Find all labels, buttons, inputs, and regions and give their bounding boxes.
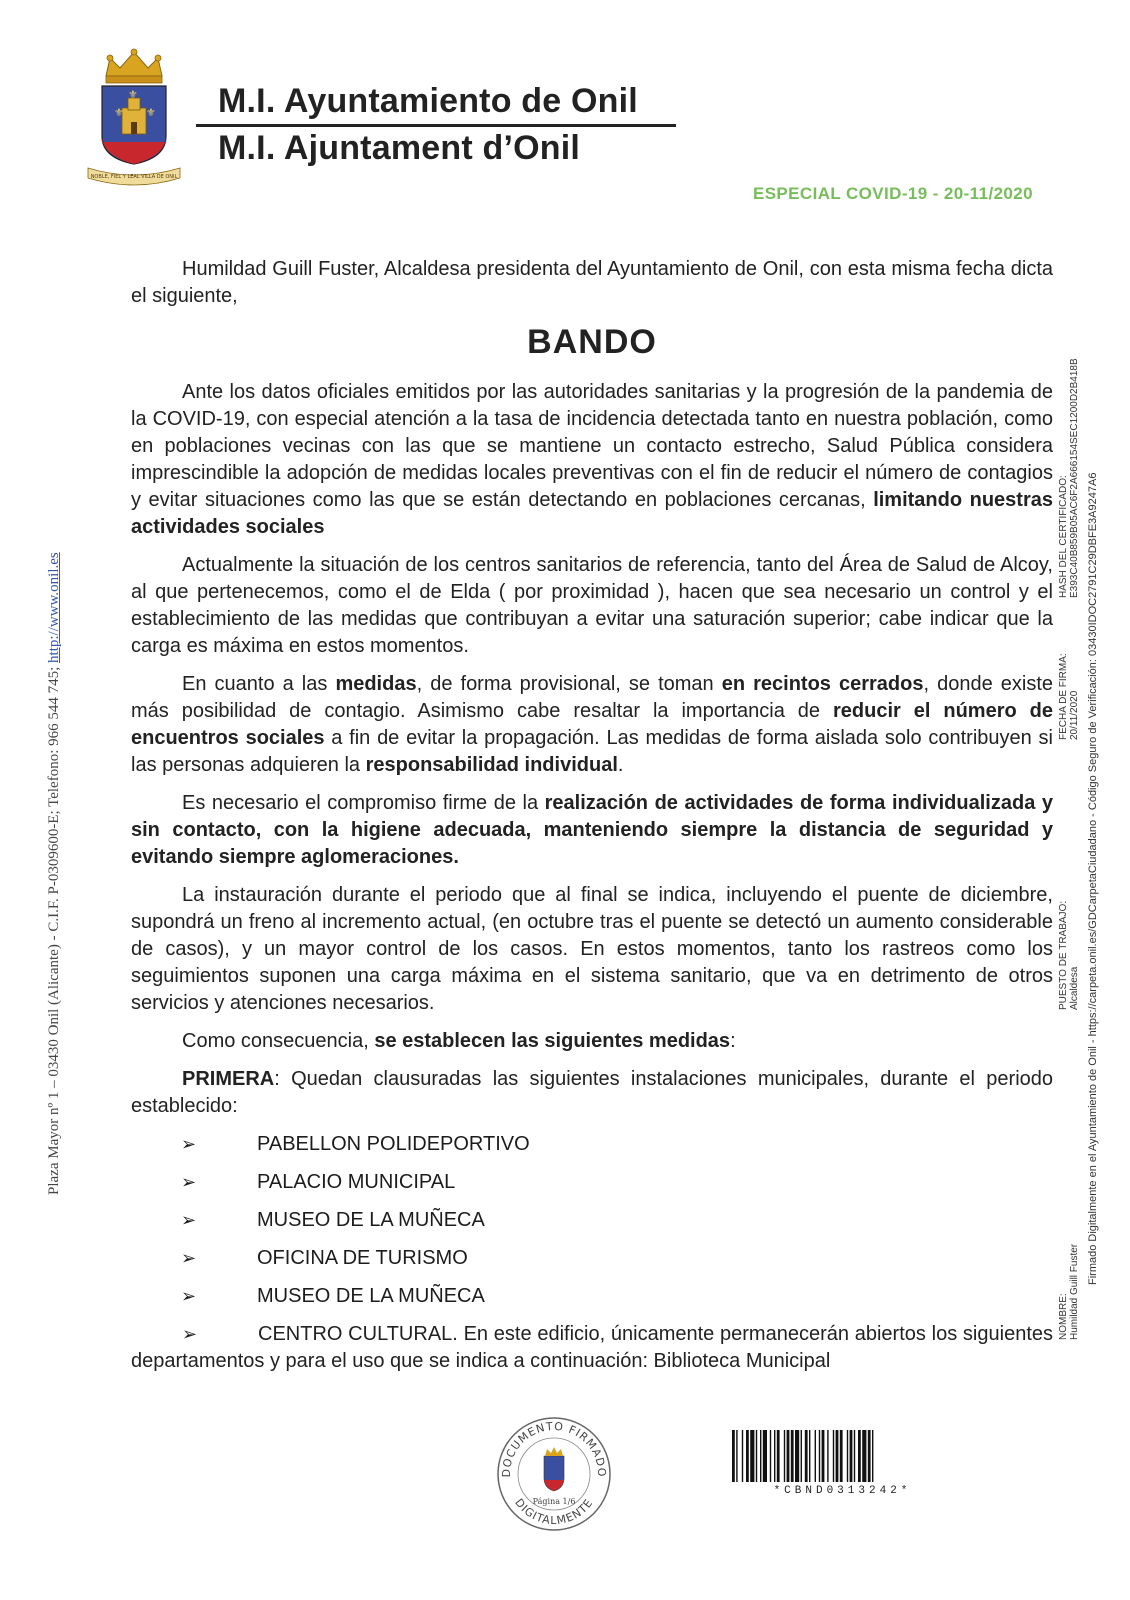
svg-text:⚜: ⚜: [114, 106, 124, 119]
barcode-bar: [763, 1430, 767, 1482]
arrow-bullet-icon: ➢: [181, 1210, 197, 1230]
paragraph-5: La instauración durante el periodo que al final se indica, incluyendo el puente de diciembre, supondrá un freno al incremento actual, (en octubre tras el puente se detectó un aumento considerable de casos), y un mayor control de los casos. En estos momentos, tanto los rastreos como los seguimientos suponen una carga máxima en el sistema sanitario, que va en detrimento de otros servicios y atenciones necesarios.: [131, 884, 1053, 1014]
barcode-bar: [742, 1430, 743, 1482]
barcode-bar: [862, 1430, 866, 1482]
arrow-bullet-icon: ➢: [181, 1286, 197, 1306]
facilities-list: [131, 1131, 1053, 1321]
list-item: ➢ PALACIO MUNICIPAL: [131, 1169, 1053, 1207]
paragraph-3: En cuanto a las medidas, de forma provisional, se toman en recintos cerrados, donde existe más posibilidad de contagio. Asimismo cabe resaltar la importancia de reducir el número de encuentros sociales a fin de evitar la propagación. Las medidas de forma aislada solo contribuyen si las personas adquieren la responsabilidad individual.: [131, 673, 1054, 776]
list-item: ➢ MUSEO DE LA MUÑECA: [131, 1207, 1053, 1245]
signer-post-block: PUESTO DE TRABAJO: Alcaldesa: [1058, 900, 1080, 1010]
barcode-bar: [791, 1430, 794, 1482]
barcode-bar: [872, 1430, 873, 1482]
barcode-bar: [795, 1430, 799, 1482]
barcode-bar: [833, 1430, 834, 1482]
barcode-bar: [805, 1430, 808, 1482]
barcode-bar: [787, 1430, 790, 1482]
barcode-bar: [822, 1430, 825, 1482]
barcode-bar: [774, 1430, 775, 1482]
barcode-bar: [809, 1430, 810, 1482]
barcode-bar: [868, 1430, 871, 1482]
verification-line: Firmado Digitalmente en el Ayuntamiento de Onil - https://carpeta.onil.es/GDCarpetaCiudadano - Código Seguro de Verificación: 03430IDOC2791C29DBFE3A9247A6: [1087, 472, 1099, 1285]
barcode-bar: [801, 1430, 802, 1482]
barcode-bar: [746, 1430, 749, 1482]
list-item: ➢ PABELLON POLIDEPORTIVO: [131, 1131, 1053, 1169]
title-block: [196, 80, 676, 169]
signature-date-block: FECHA DE FIRMA: 20/11/2020: [1058, 653, 1080, 740]
barcode-bar: [840, 1430, 843, 1482]
digital-signature-seal: [496, 1416, 612, 1532]
intro-paragraph: Humildad Guill Fuster, Alcaldesa presidenta del Ayuntamiento de Onil, con esta misma fecha dicta el siguiente,: [131, 258, 1053, 307]
barcode-bar: [847, 1430, 848, 1482]
centro-cultural-item: ➢ CENTRO CULTURAL. En este edificio, únicamente permanecerán abiertos los siguientes departamentos y para el uso que se indica a continuación: Biblioteca Municipal: [131, 1323, 1053, 1372]
certificate-hash-block: HASH DEL CERTIFICADO: E393C40B859B05AC6F2A666154SEC1200D2B418B: [1058, 358, 1080, 598]
paragraph-4: Es necesario el compromiso firme de la realización de actividades de forma individualizada y sin contacto, con la higiene adecuada, manteniendo siempre la distancia de seguridad y evitando siempre aglomeraciones.: [131, 792, 1053, 868]
barcode-number: *CBND0313242*: [773, 1485, 912, 1497]
barcode-bar: [736, 1430, 737, 1482]
svg-text:DIGITALMENTE: DIGITALMENTE: [512, 1496, 596, 1528]
municipal-crest-logo: [84, 46, 184, 186]
svg-text:⚜: ⚜: [128, 88, 138, 101]
barcode-bar: [854, 1430, 855, 1482]
barcode: [730, 1430, 955, 1492]
list-item: ➢ MUSEO DE LA MUÑECA: [131, 1283, 1053, 1321]
signer-name-block: NOMBRE: Humildad Guill Fuster: [1058, 1243, 1080, 1340]
arrow-bullet-icon: ➢: [182, 1324, 198, 1344]
barcode-bar: [827, 1430, 828, 1482]
address-sidebar: [46, 552, 63, 1195]
arrow-bullet-icon: ➢: [181, 1172, 197, 1192]
barcode-bar: [850, 1430, 853, 1482]
arrow-bullet-icon: ➢: [181, 1134, 197, 1154]
barcode-bar: [732, 1430, 735, 1482]
paragraph-2: Actualmente la situación de los centros sanitarios de referencia, tanto del Área de Salud de Alcoy, al que pertenecemos, como el de Elda ( por proximidad ), hacen que sea necesario un control y el establecimiento de las medidas que contribuyan a evitar una saturación superior; cabe indicar que la carga es máxima en estos momentos.: [131, 554, 1053, 657]
title-valencian: M.I. Ajuntament d’Onil: [218, 129, 581, 167]
paragraph-6: Como consecuencia, se establecen las siguientes medidas:: [182, 1030, 736, 1052]
barcode-bar: [836, 1430, 839, 1482]
barcode-bar: [770, 1430, 771, 1482]
barcode-bar: [858, 1430, 861, 1482]
barcode-bar: [815, 1430, 816, 1482]
svg-text:Página 1/6: Página 1/6: [532, 1497, 576, 1506]
bando-heading: BANDO: [527, 323, 657, 361]
arrow-bullet-icon: ➢: [181, 1248, 197, 1268]
svg-text:NOBLE, FIEL Y LEAL VILLA DE ON: NOBLE, FIEL Y LEAL VILLA DE ONIL: [90, 174, 178, 180]
svg-text:⚜: ⚜: [146, 106, 156, 119]
barcode-bar: [784, 1430, 785, 1482]
list-item: ➢ OFICINA DE TURISMO: [131, 1245, 1053, 1283]
website-link[interactable]: http://www.onil.es: [46, 552, 62, 663]
paragraph-primera: PRIMERA: Quedan clausuradas las siguientes instalaciones municipales, durante el periodo establecido:: [131, 1068, 1053, 1117]
barcode-bar: [819, 1430, 820, 1482]
barcode-bar: [760, 1430, 761, 1482]
barcode-bar: [777, 1430, 780, 1482]
barcode-bar: [750, 1430, 754, 1482]
title-spanish: M.I. Ayuntamiento de Onil: [218, 82, 638, 120]
svg-text:DOCUMENTO FIRMADO: DOCUMENTO FIRMADO: [499, 1419, 609, 1478]
barcode-bar: [756, 1430, 757, 1482]
paragraph-1: Ante los datos oficiales emitidos por las autoridades sanitarias y la progresión de la pandemia de la COVID-19, con especial atención a la tasa de incidencia detectada tanto en nuestra población, como en poblaciones vecinas con las que se mantiene un contacto estrecho, Salud Pública considera imprescindible la adopción de medidas locales preventivas con el fin de reducir el número de contagios y evitar situaciones como las que se están detectando en poblaciones cercanas, limitando nuestras actividades sociales: [131, 381, 1053, 538]
document-body: [131, 256, 1053, 1375]
covid-special-label: ESPECIAL COVID-19 - 20-11/2020: [752, 184, 1033, 203]
address-text: Plaza Mayor nº 1 – 03430 Onil (Alicante) - C.I.F. P-0309600-E; Telefono: 966 544 745;: [46, 662, 62, 1195]
